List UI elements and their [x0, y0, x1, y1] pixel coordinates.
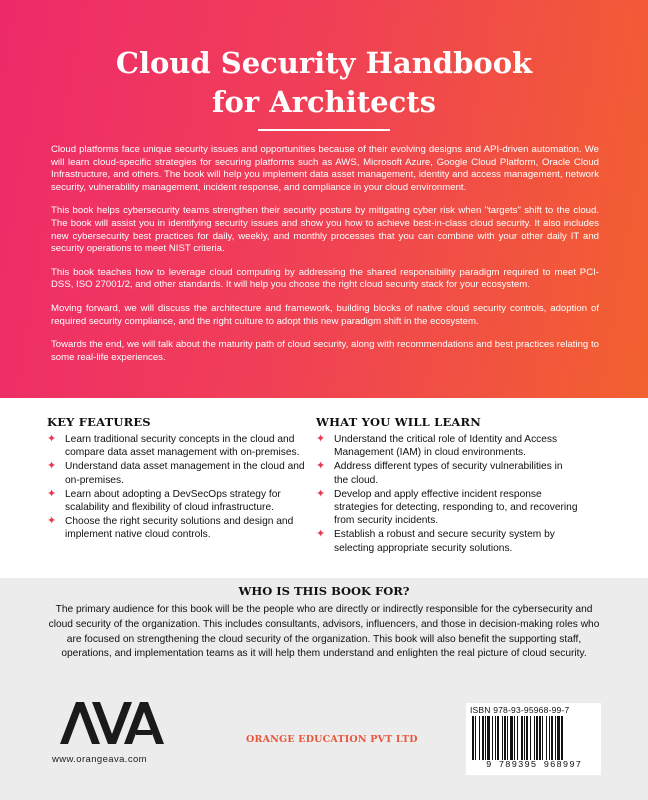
barcode-digits: 9 789395 968997: [485, 760, 582, 770]
description-paragraph: Moving forward, we will discuss the architecture and framework, building blocks of native cloud security controls, adoption of required security compliance, and the right culture to adopt this new paradigm shift in the ecosystem.: [51, 302, 599, 327]
list-item-text: Understand data asset management in the cloud and on-premises.: [65, 461, 305, 486]
barcode-bar: [479, 716, 480, 760]
list-item-text: Choose the right security solutions and design and implement native cloud controls.: [65, 516, 294, 541]
what-you-will-learn-column: [316, 415, 578, 556]
barcode-bar: [497, 716, 499, 760]
list-item: [47, 460, 309, 486]
barcode-bar: [521, 716, 523, 760]
title-divider: [258, 129, 390, 131]
list-item-text: Develop and apply effective incident response strategies for detecting, responding to, and recovering from security incidents.: [334, 488, 578, 527]
barcode-bar: [549, 716, 550, 760]
barcode-bar: [517, 716, 518, 760]
key-features-list: [47, 433, 309, 542]
back-cover-header: [0, 0, 648, 398]
list-item: [47, 515, 309, 541]
barcode-bar: [530, 716, 531, 760]
book-title: [0, 44, 648, 122]
diamond-bullet-icon: ✦: [47, 515, 57, 528]
list-item-text: Address different types of security vulnerabilities in the cloud.: [334, 461, 563, 486]
barcode-bar: [485, 716, 486, 760]
diamond-bullet-icon: ✦: [316, 433, 326, 445]
diamond-bullet-icon: ✦: [316, 528, 326, 541]
barcode-bar: [492, 716, 493, 760]
isbn-number: ISBN 978-93-95968-99-7: [470, 705, 570, 715]
diamond-bullet-icon: ✦: [47, 460, 57, 473]
barcode-bar: [536, 716, 538, 760]
barcode-icon: [470, 716, 598, 760]
list-item: [316, 433, 578, 459]
features-section: [0, 398, 648, 578]
barcode-bar: [539, 716, 541, 760]
list-item-text: Establish a robust and secure security system by selecting appropriate security solutions.: [334, 529, 555, 554]
barcode-bar: [551, 716, 553, 760]
barcode-bar: [546, 716, 547, 760]
publisher-website: www.orangeava.com: [52, 754, 147, 765]
list-item-text: Learn traditional security concepts in the cloud and compare data asset management with on-premises.: [65, 434, 300, 459]
list-item: [316, 528, 578, 554]
isbn-barcode-block: [466, 703, 601, 775]
diamond-bullet-icon: ✦: [316, 460, 326, 473]
barcode-bar: [561, 716, 563, 760]
key-features-heading: KEY FEATURES: [47, 415, 151, 429]
list-item: [316, 460, 578, 486]
barcode-bar: [526, 716, 528, 760]
barcode-bar: [534, 716, 535, 760]
barcode-bar: [482, 716, 484, 760]
barcode-bar: [495, 716, 496, 760]
description-paragraph: This book teaches how to leverage cloud computing by addressing the shared responsibility paradigm required to meet PCI-DSS, ISO 27001/2, and other standards. It will help you choose the right cloud security stack for your ecosystem.: [51, 266, 599, 291]
book-title-line-1: Cloud Security Handbook: [115, 46, 533, 80]
list-item: [316, 488, 578, 528]
barcode-bar: [557, 716, 560, 760]
description-paragraph: This book helps cybersecurity teams strengthen their security posture by mitigating cyber risk when "targets" shift to the cloud. The book will assist you in identifying security issues and show you how to achieve best-in-class cloud security. It also includes new cybersecurity best practices for daily, weekly, and monthly processes that you can combine with your other daily IT and security operations to meet NIST criteria.: [51, 205, 599, 255]
diamond-bullet-icon: ✦: [47, 433, 57, 445]
barcode-bar: [504, 716, 506, 760]
barcode-bar: [472, 716, 474, 760]
audience-text: The primary audience for this book will be the people who are directly or indirectly responsible for the cybersecurity and cloud security of the organization. This includes consultants, advisors, influencers, and those in decision-making roles who are focused on strengthening the cloud security of the organization. This book will also benefit the supporting staff, operations, and implementation teams as it will help them understand and enlighten the real picture of cloud security.: [48, 604, 600, 660]
book-title-line-2: for Architects: [212, 85, 436, 119]
description-paragraph: Towards the end, we will talk about the maturity path of cloud security, along with recommendations and best practices relating to some real-life experiences.: [51, 339, 599, 363]
what-you-will-learn-list: [316, 433, 578, 555]
barcode-bar: [542, 716, 543, 760]
diamond-bullet-icon: ✦: [316, 487, 326, 500]
list-item-text: Understand the critical role of Identity and Access Management (IAM) in cloud environments.: [334, 434, 558, 459]
publisher-name: ORANGE EDUCATION PVT LTD: [246, 734, 418, 745]
list-item-text: Learn about adopting a DevSecOps strategy for scalability and flexibility of cloud infrastructure.: [65, 488, 281, 514]
barcode-bar: [507, 716, 508, 760]
barcode-bar: [514, 716, 515, 760]
barcode-bar: [475, 716, 476, 760]
barcode-bar: [524, 716, 525, 760]
ava-logo: [58, 700, 166, 746]
description-paragraph: Cloud platforms face unique security issues and opportunities because of their evolving designs and API-driven automation. We will learn cloud-specific strategies for securing platforms such as AWS, Microsoft Azure, Google Cloud Platform, Oracle Cloud Infrastructure, and others. The book will help you implement data asset management, identity and access management, network security, vulnerability management, incident response, and compliance in your cloud environment.: [51, 144, 599, 193]
barcode-bar: [510, 716, 513, 760]
list-item: [47, 488, 309, 514]
barcode-bar: [487, 716, 490, 760]
what-you-will-learn-heading: WHAT YOU WILL LEARN: [316, 415, 482, 429]
key-features-column: [47, 415, 309, 543]
book-description: [51, 144, 599, 375]
list-item: [47, 433, 309, 459]
audience-heading: WHO IS THIS BOOK FOR?: [238, 584, 410, 598]
barcode-bar: [555, 716, 556, 760]
barcode-bar: [502, 716, 503, 760]
diamond-bullet-icon: ✦: [47, 487, 57, 500]
